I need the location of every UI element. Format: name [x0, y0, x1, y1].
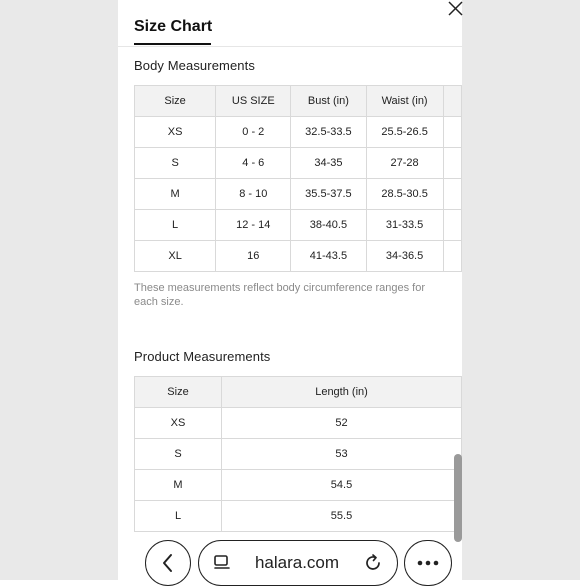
header-size: Size [135, 86, 216, 117]
url-bar[interactable] [198, 540, 398, 586]
cell: 35.5-37.5 [291, 179, 366, 210]
tab-size-chart[interactable]: Size Chart [134, 18, 213, 35]
body-measurements-title: Body Measurements [134, 58, 255, 73]
table-row [135, 117, 462, 148]
cell: 16 [216, 241, 291, 272]
cell: XS [135, 117, 216, 148]
reload-icon[interactable] [363, 553, 383, 573]
header-waist: Waist (in) [366, 86, 443, 117]
cell: 34-35 [291, 148, 366, 179]
cell: 0 - 2 [216, 117, 291, 148]
background-right [462, 0, 580, 580]
tab-active-indicator [134, 43, 211, 45]
cell: 32.5-33.5 [291, 117, 366, 148]
table-row [135, 408, 462, 439]
url-text: halara.com [254, 553, 340, 572]
cell: 8 - 10 [216, 179, 291, 210]
cell: 28.5-30.5 [366, 179, 443, 210]
cell [443, 241, 461, 272]
cell: S [135, 148, 216, 179]
tabs-icon [213, 554, 231, 572]
table-row [135, 148, 462, 179]
header-length: Length (in) [222, 377, 462, 408]
table-row [135, 241, 462, 272]
cell: 31-33.5 [366, 210, 443, 241]
cell: 25.5-26.5 [366, 117, 443, 148]
cell [443, 179, 461, 210]
background-left [0, 0, 118, 580]
header-us-size: US SIZE [216, 86, 291, 117]
back-chevron-icon [161, 553, 175, 573]
cell: XL [135, 241, 216, 272]
divider [118, 46, 462, 47]
cell: 54.5 [222, 470, 462, 501]
cell: 53 [222, 439, 462, 470]
scrollbar-thumb[interactable] [454, 454, 462, 542]
header-clipped [443, 86, 461, 117]
cell: 55.5 [222, 501, 462, 532]
product-measurements-title: Product Measurements [134, 349, 271, 364]
size-chart-sheet [118, 0, 462, 580]
close-icon [446, 0, 464, 18]
back-button[interactable] [145, 540, 191, 586]
cell: M [135, 470, 222, 501]
table-row [135, 179, 462, 210]
more-button[interactable] [404, 540, 452, 586]
header-bust: Bust (in) [291, 86, 366, 117]
table-row [135, 210, 462, 241]
cell: 38-40.5 [291, 210, 366, 241]
cell: 27-28 [366, 148, 443, 179]
table-row [135, 439, 462, 470]
more-dots-icon [417, 560, 439, 566]
close-button[interactable] [446, 0, 464, 18]
product-measurements-table [134, 376, 462, 532]
cell: 4 - 6 [216, 148, 291, 179]
cell: XS [135, 408, 222, 439]
cell: 34-36.5 [366, 241, 443, 272]
table-row [135, 501, 462, 532]
table-row [135, 470, 462, 501]
cell [443, 148, 461, 179]
cell [443, 210, 461, 241]
measurement-note: These measurements reflect body circumference ranges for each size. [134, 282, 426, 308]
cell [443, 117, 461, 148]
body-measurements-table [134, 85, 462, 272]
cell: S [135, 439, 222, 470]
header-size: Size [135, 377, 222, 408]
cell: L [135, 210, 216, 241]
cell: 52 [222, 408, 462, 439]
cell: 41-43.5 [291, 241, 366, 272]
cell: 12 - 14 [216, 210, 291, 241]
cell: L [135, 501, 222, 532]
cell: M [135, 179, 216, 210]
